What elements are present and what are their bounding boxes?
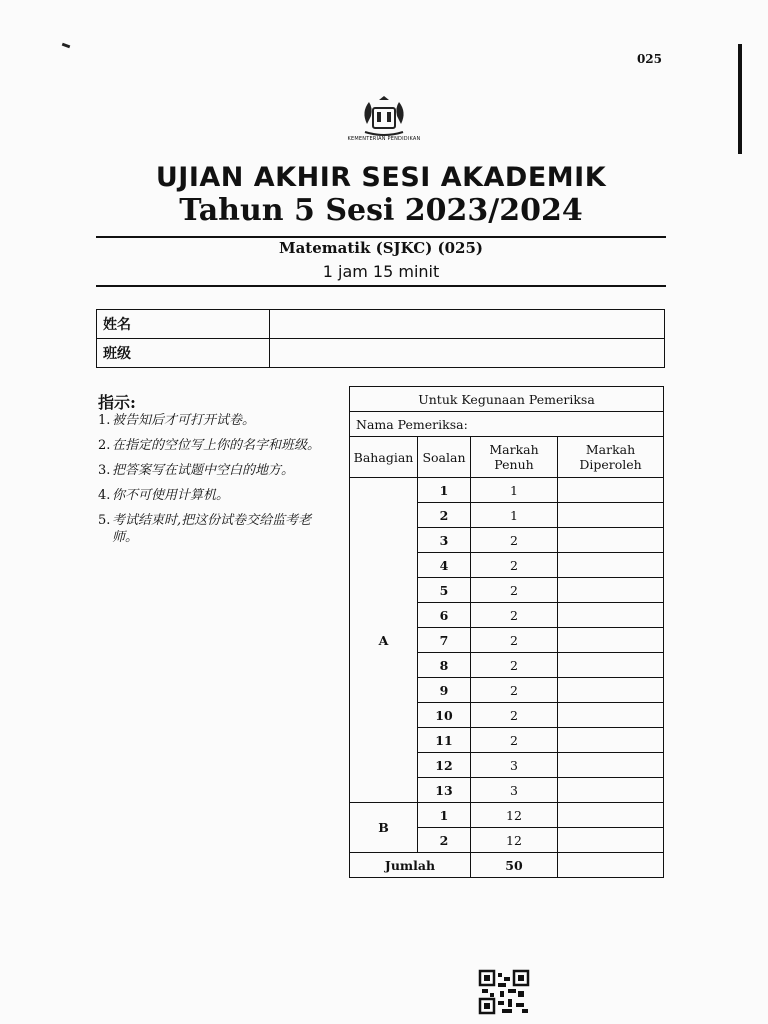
obtained-marks-field[interactable] [558,503,664,528]
obtained-marks-field[interactable] [558,553,664,578]
obtained-marks-field[interactable] [558,578,664,603]
full-marks: 2 [471,578,558,603]
full-marks: 1 [471,503,558,528]
obtained-marks-field[interactable] [558,803,664,828]
col-question: Soalan [418,437,471,478]
full-marks: 2 [471,728,558,753]
full-marks: 2 [471,553,558,578]
instruction-item: 1. 被告知后才可打开试卷。 [98,413,256,428]
table-row [350,478,664,503]
question-number: 12 [418,753,471,778]
instruction-item: 5. 考试结束时,把这份试卷交给监考老师。 [98,513,312,545]
full-marks: 2 [471,703,558,728]
full-marks: 3 [471,753,558,778]
class-label: 班级 [97,339,270,368]
section-label: B [350,803,418,853]
col-full-marks: Markah Penuh [471,437,558,478]
scan-edge-mark [738,44,742,154]
full-marks: 1 [471,478,558,503]
obtained-marks-field[interactable] [558,828,664,853]
full-marks: 2 [471,528,558,553]
exam-duration: 1 jam 15 minit [322,262,440,281]
question-number: 7 [418,628,471,653]
col-section: Bahagian [350,437,418,478]
table-row [350,803,664,828]
instructions-list [98,412,333,554]
name-label: 姓名 [97,310,270,339]
total-obtained-field[interactable] [558,853,664,878]
question-number: 5 [418,578,471,603]
examiner-name-label: Nama Pemeriksa: [350,412,664,437]
full-marks: 2 [471,653,558,678]
question-number: 8 [418,653,471,678]
obtained-marks-field[interactable] [558,628,664,653]
class-field[interactable] [270,339,665,368]
full-marks: 3 [471,778,558,803]
exam-title: UJIAN AKHIR SESI AKADEMIK [155,162,607,193]
obtained-marks-field[interactable] [558,728,664,753]
instruction-item: 2. 在指定的空位写上你的名字和班级。 [98,438,321,453]
obtained-marks-field[interactable] [558,778,664,803]
qr-code-icon [478,969,530,1015]
full-marks: 12 [471,803,558,828]
instruction-item: 4. 你不可使用计算机。 [98,488,230,503]
section-a-rows [350,478,664,803]
question-number: 2 [418,503,471,528]
col-obtained: Markah Diperoleh [558,437,664,478]
question-number: 1 [418,478,471,503]
question-number: 11 [418,728,471,753]
question-number: 9 [418,678,471,703]
subject-title: Matematik (SJKC) (025) [278,239,484,257]
obtained-marks-field[interactable] [558,653,664,678]
full-marks: 12 [471,828,558,853]
question-number: 1 [418,803,471,828]
examiner-table [349,386,664,878]
title-rule-top [96,236,666,238]
question-number: 10 [418,703,471,728]
obtained-marks-field[interactable] [558,528,664,553]
question-number: 3 [418,528,471,553]
full-marks: 2 [471,678,558,703]
paper-code: 025 [636,52,662,66]
name-field[interactable] [270,310,665,339]
question-number: 4 [418,553,471,578]
section-b-rows [350,803,664,853]
student-info-table [96,309,665,368]
question-number: 6 [418,603,471,628]
total-label: Jumlah [350,853,471,878]
obtained-marks-field[interactable] [558,478,664,503]
obtained-marks-field[interactable] [558,703,664,728]
obtained-marks-field[interactable] [558,603,664,628]
full-marks: 2 [471,628,558,653]
obtained-marks-field[interactable] [558,753,664,778]
instructions-heading: 指示: [98,393,136,412]
scan-mark [62,43,71,49]
obtained-marks-field[interactable] [558,678,664,703]
ministry-caption: KEMENTERIAN PENDIDIKAN [347,136,421,142]
instruction-item: 3. 把答案写在试题中空白的地方。 [98,463,295,478]
ministry-crest-icon [349,94,419,140]
section-label: A [350,478,418,803]
question-number: 2 [418,828,471,853]
full-marks: 2 [471,603,558,628]
title-rule-bottom [96,285,666,287]
question-number: 13 [418,778,471,803]
exam-year-session: Tahun 5 Sesi 2023/2024 [179,193,583,228]
total-marks: 50 [471,853,558,878]
examiner-table-title: Untuk Kegunaan Pemeriksa [350,387,664,412]
